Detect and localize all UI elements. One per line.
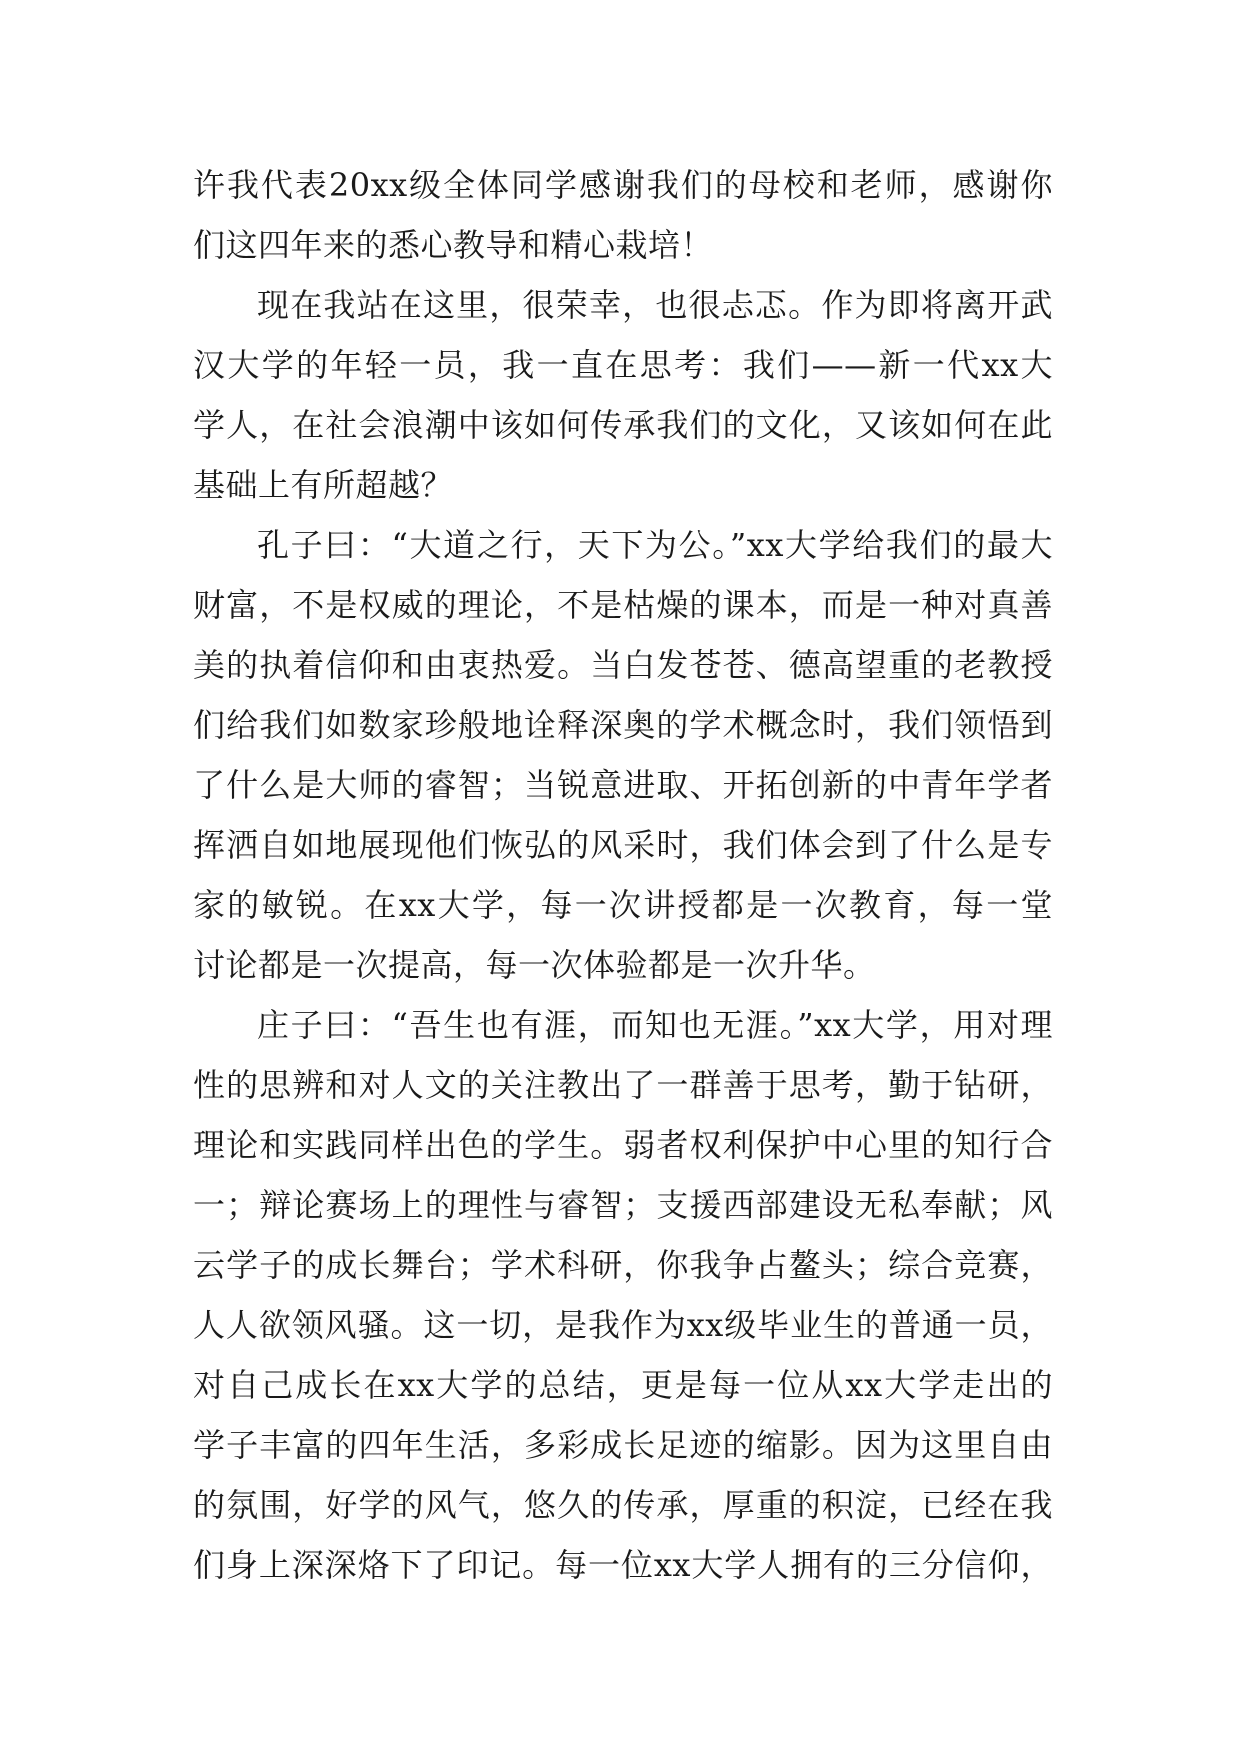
text-line: 美的执着信仰和由衷热爱。当白发苍苍、德高望重的老教授 xyxy=(193,646,1053,684)
text-line: 们身上深深烙下了印记。每一位xx大学人拥有的三分信仰， xyxy=(193,1546,1053,1584)
paragraph-start-line: 现在我站在这里，很荣幸，也很忐忑。作为即将离开武 xyxy=(257,286,1053,324)
text-line: 挥洒自如地展现他们恢弘的风采时，我们体会到了什么是专 xyxy=(193,826,1053,864)
text-line: 对自己成长在xx大学的总结，更是每一位从xx大学走出的 xyxy=(193,1366,1053,1404)
text-line: 家的敏锐。在xx大学，每一次讲授都是一次教育，每一堂 xyxy=(193,886,1053,924)
paragraph-start-line: 孔子曰：“大道之行，天下为公。”xx大学给我们的最大 xyxy=(257,526,1053,564)
text-line: 了什么是大师的睿智；当锐意进取、开拓创新的中青年学者 xyxy=(193,766,1053,804)
text-line: 理论和实践同样出色的学生。弱者权利保护中心里的知行合 xyxy=(193,1126,1053,1164)
text-line: 云学子的成长舞台；学术科研，你我争占鳌头；综合竞赛， xyxy=(193,1246,1053,1284)
text-line: 基础上有所超越？ xyxy=(193,466,454,504)
text-line: 汉大学的年轻一员，我一直在思考：我们——新一代xx大 xyxy=(193,346,1053,384)
text-line: 学人，在社会浪潮中该如何传承我们的文化，又该如何在此 xyxy=(193,406,1053,444)
text-line: 们给我们如数家珍般地诠释深奥的学术概念时，我们领悟到 xyxy=(193,706,1053,744)
text-line: 财富，不是权威的理论，不是枯燥的课本，而是一种对真善 xyxy=(193,586,1053,624)
text-line: 学子丰富的四年生活，多彩成长足迹的缩影。因为这里自由 xyxy=(193,1426,1053,1464)
text-line: 们这四年来的悉心教导和精心栽培！ xyxy=(193,226,714,264)
text-line: 一；辩论赛场上的理性与睿智；支援西部建设无私奉献；风 xyxy=(193,1186,1053,1224)
text-line: 许我代表20xx级全体同学感谢我们的母校和老师，感谢你 xyxy=(193,166,1053,204)
text-line: 性的思辨和对人文的关注教出了一群善于思考，勤于钻研， xyxy=(193,1066,1053,1104)
paragraph-start-line: 庄子曰：“吾生也有涯，而知也无涯。”xx大学，用对理 xyxy=(257,1006,1053,1044)
text-line: 人人欲领风骚。这一切，是我作为xx级毕业生的普通一员， xyxy=(193,1306,1053,1344)
text-line: 的氛围，好学的风气，悠久的传承，厚重的积淀，已经在我 xyxy=(193,1486,1053,1524)
body-text xyxy=(193,155,1053,1595)
text-line: 讨论都是一次提高，每一次体验都是一次升华。 xyxy=(193,946,876,984)
